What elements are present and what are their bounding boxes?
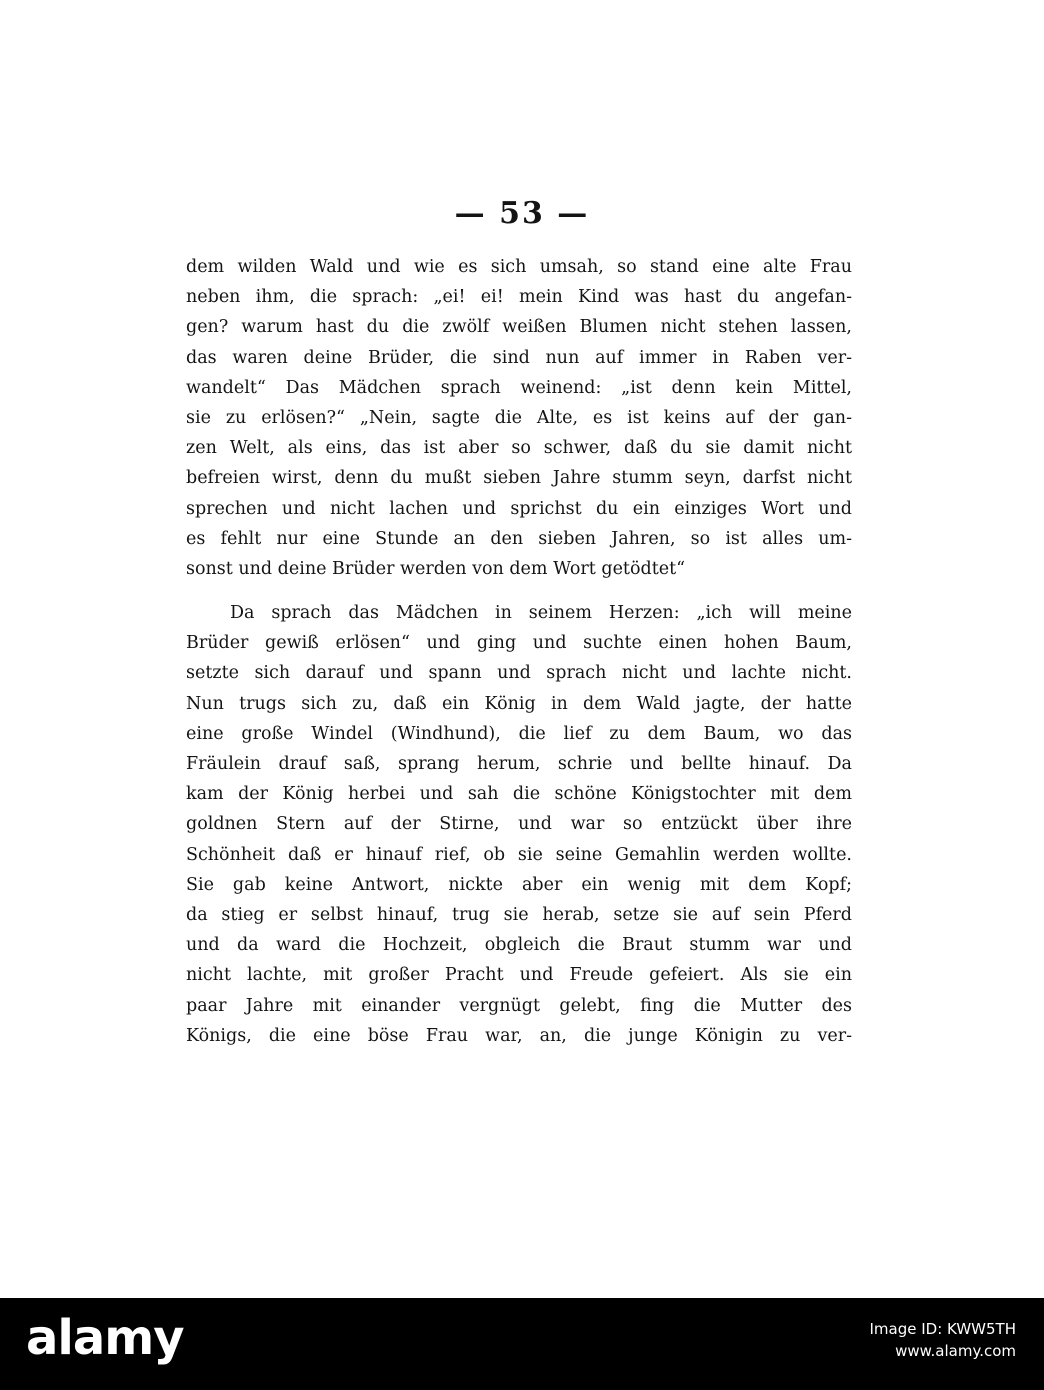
text-line: Brüder gewiß erlösen“ und ging und suchte einen hohen Baum, — [186, 633, 852, 654]
text-line: eine große Windel (Windhund), die lief zu dem Baum, wo das — [186, 723, 852, 744]
page-number: — 53 — — [454, 196, 590, 231]
text-line: und da ward die Hochzeit, obgleich die Braut stumm war und — [186, 935, 852, 956]
text-line: Nun trugs sich zu, daß ein König in dem Wald jagte, der hatte — [186, 693, 852, 714]
text-line: sprechen und nicht lachen und sprichst du ein einziges Wort und — [186, 498, 852, 519]
text-line: Schönheit daß er hinauf rief, ob sie seine Gemahlin werden wollte. — [186, 844, 852, 865]
image-id-label: Image ID: KWW5TH — [869, 1320, 1016, 1338]
text-line: gen? warum hast du die zwölf weißen Blumen nicht stehen lassen, — [186, 317, 852, 338]
text-line: setzte sich darauf und spann und sprach nicht und lachte nicht. — [186, 663, 852, 684]
text-line: sonst und deine Brüder werden von dem Wort getödtet“ — [186, 558, 686, 579]
body-text — [186, 252, 852, 1051]
text-line: paar Jahre mit einander vergnügt gelebt, fing die Mutter des — [186, 995, 852, 1016]
text-line: Sie gab keine Antwort, nickte aber ein wenig mit dem Kopf; — [186, 874, 852, 895]
alamy-logo: alamy — [26, 1310, 184, 1366]
text-line: es fehlt nur eine Stunde an den sieben Jahren, so ist alles um- — [186, 528, 852, 549]
text-line: nicht lachte, mit großer Pracht und Freude gefeiert. Als sie ein — [186, 965, 852, 986]
text-line: goldnen Stern auf der Stirne, und war so entzückt über ihre — [186, 814, 852, 835]
text-line: sie zu erlösen?“ „Nein, sagte die Alte, es ist keins auf der gan- — [186, 407, 852, 428]
paragraph-1 — [186, 252, 852, 584]
paragraph-2 — [186, 598, 852, 1051]
text-line: Königs, die eine böse Frau war, an, die junge Königin zu ver- — [186, 1025, 852, 1046]
text-line: neben ihm, die sprach: „ei! ei! mein Kind was hast du angefan- — [186, 287, 852, 308]
text-line: Fräulein drauf saß, sprang herum, schrie und bellte hinauf. Da — [186, 754, 852, 774]
site-url: www.alamy.com — [895, 1342, 1016, 1360]
stock-footer-bar — [0, 1298, 1044, 1390]
text-line: da stieg er selbst hinauf, trug sie herab, setze sie auf sein Pferd — [186, 904, 852, 925]
text-line: das waren deine Brüder, die sind nun auf immer in Raben ver- — [186, 347, 852, 368]
image-id-block — [870, 1318, 1017, 1362]
text-line: Da sprach das Mädchen in seinem Herzen: „ich will meine — [230, 603, 852, 624]
text-line: dem wilden Wald und wie es sich umsah, so stand eine alte Frau — [186, 257, 852, 277]
paragraph-gap — [186, 584, 852, 598]
text-line: kam der König herbei und sah die schöne Königstochter mit dem — [186, 784, 852, 805]
text-line: zen Welt, als eins, das ist aber so schwer, daß du sie damit nicht — [186, 438, 852, 459]
text-line: befreien wirst, denn du mußt sieben Jahre stumm seyn, darfst nicht — [186, 468, 852, 489]
text-line: wandelt“ Das Mädchen sprach weinend: „ist denn kein Mittel, — [186, 377, 852, 398]
